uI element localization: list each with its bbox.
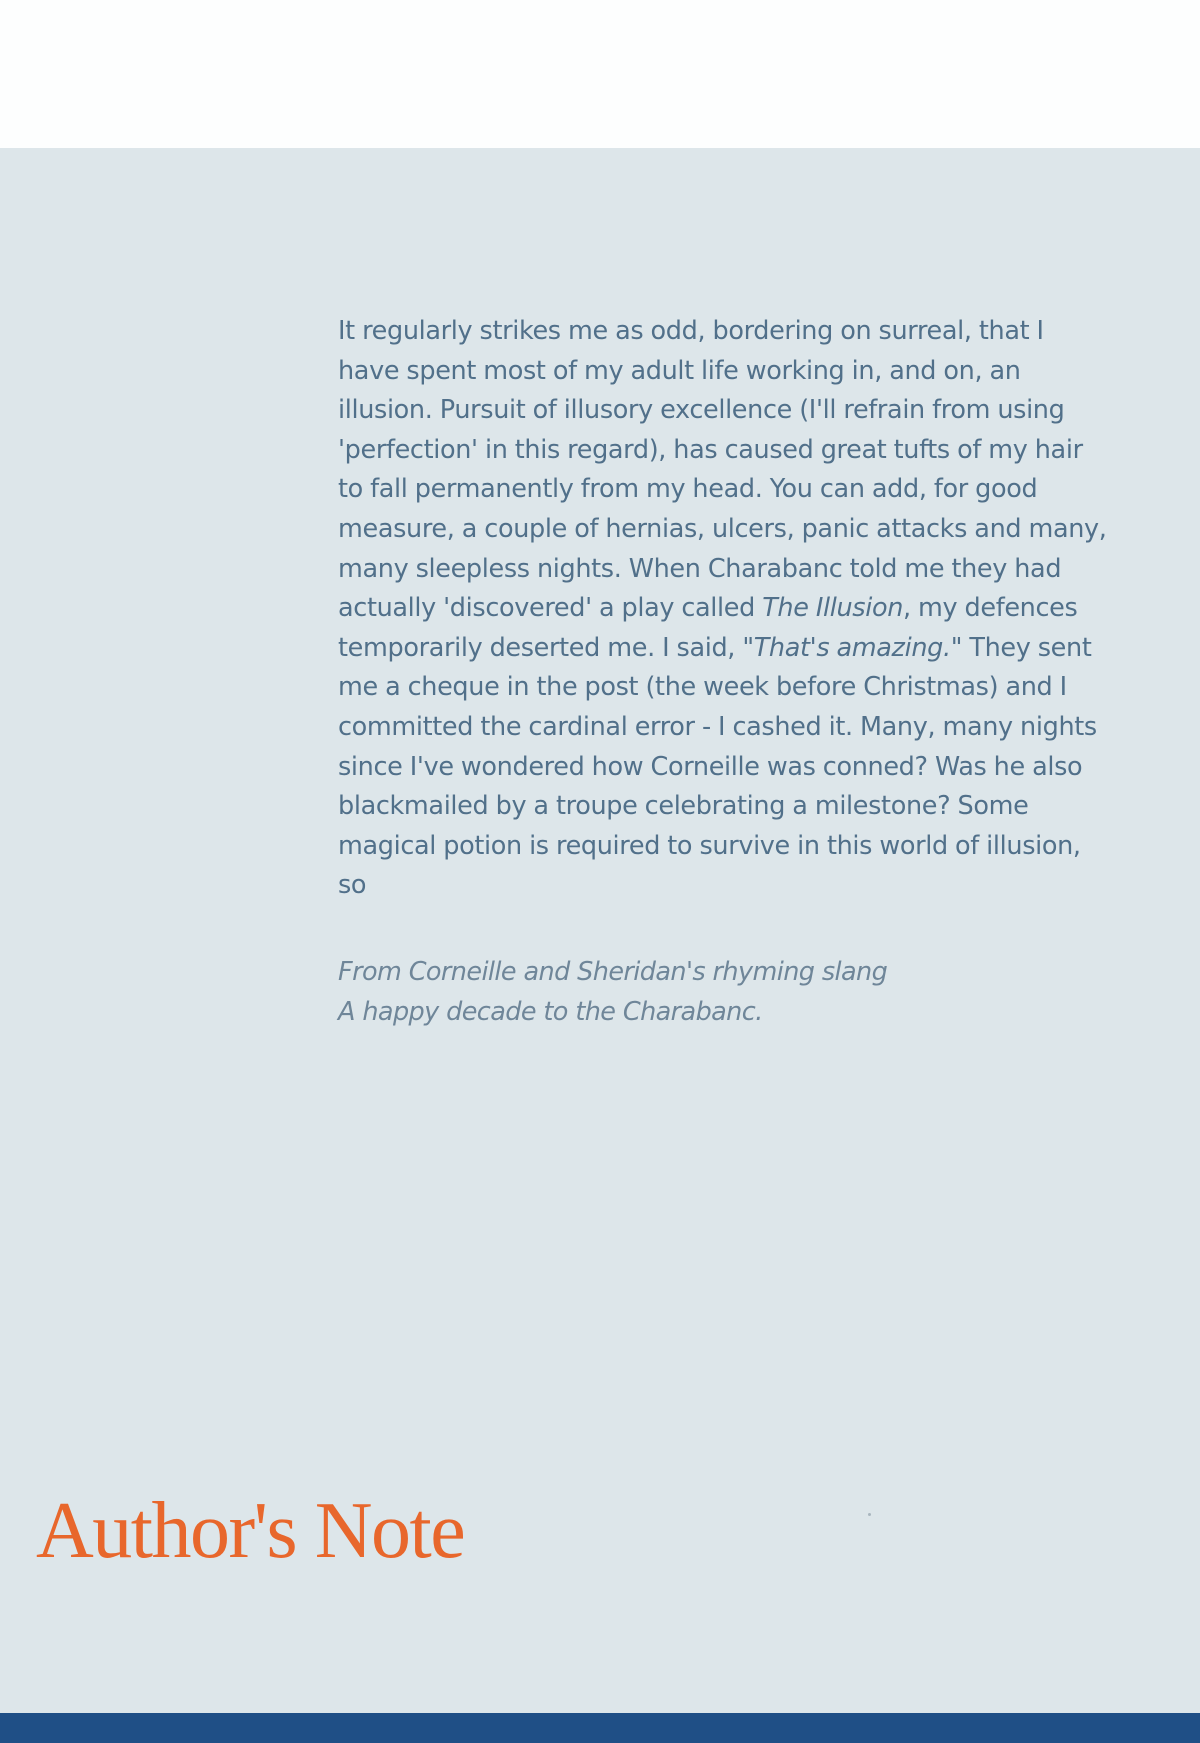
body-line — [338, 787, 1168, 827]
text-segment: actually 'discovered' a play called — [338, 593, 763, 624]
body-line — [338, 589, 1168, 629]
body-line — [338, 431, 1168, 471]
text-segment: illusion. Pursuit of illusory excellence (I'll refrain from using — [338, 395, 1065, 426]
text-segment: , my defences — [903, 593, 1078, 624]
note-body-text — [338, 312, 1168, 906]
print-speck — [868, 1513, 871, 1516]
text-segment: They sent — [962, 632, 1092, 663]
text-segment: It regularly strikes me as odd, bordering on surreal, that I — [338, 316, 1044, 346]
body-line — [338, 866, 1168, 906]
closing-line-1: From Corneille and Sheridan's rhyming slang — [338, 957, 888, 987]
text-segment: magical potion is required to survive in this world of illusion, — [338, 830, 1081, 861]
italic-phrase: The Illusion — [762, 593, 904, 624]
section-title: Author's Note — [36, 1487, 465, 1575]
text-segment: many sleepless nights. When Charabanc told me they had — [338, 553, 1062, 584]
body-line — [338, 312, 1168, 352]
body-line — [338, 470, 1168, 510]
bottom-color-band — [0, 1713, 1200, 1743]
body-line — [338, 510, 1168, 550]
body-line — [338, 550, 1168, 590]
body-line — [338, 352, 1168, 392]
italic-phrase: "That's amazing." — [742, 632, 963, 663]
closing-lines — [338, 952, 887, 1032]
body-line — [338, 748, 1168, 788]
body-line — [338, 708, 1168, 748]
text-segment: to fall permanently from my head. You can add, for good — [338, 474, 1038, 505]
body-line — [338, 827, 1168, 867]
text-segment: temporarily deserted me. I said, — [338, 632, 743, 663]
body-line — [338, 391, 1168, 431]
text-segment: have spent most of my adult life working in, and on, an — [338, 355, 1021, 386]
text-segment: measure, a couple of hernias, ulcers, panic attacks and many, — [338, 513, 1107, 544]
top-margin — [0, 0, 1200, 148]
text-segment: committed the cardinal error - I cashed it. Many, many nights — [338, 711, 1097, 742]
body-line — [338, 668, 1168, 708]
text-segment: me a cheque in the post (the week before Christmas) and I — [338, 672, 1067, 703]
text-segment: blackmailed by a troupe celebrating a milestone? Some — [338, 791, 1029, 822]
text-segment: so — [338, 870, 367, 901]
body-line — [338, 629, 1168, 669]
text-segment: since I've wondered how Corneille was conned? Was he also — [338, 751, 1083, 782]
closing-line-2: A happy decade to the Charabanc. — [338, 997, 763, 1027]
text-segment: 'perfection' in this regard), has caused great tufts of my hair — [338, 434, 1083, 465]
